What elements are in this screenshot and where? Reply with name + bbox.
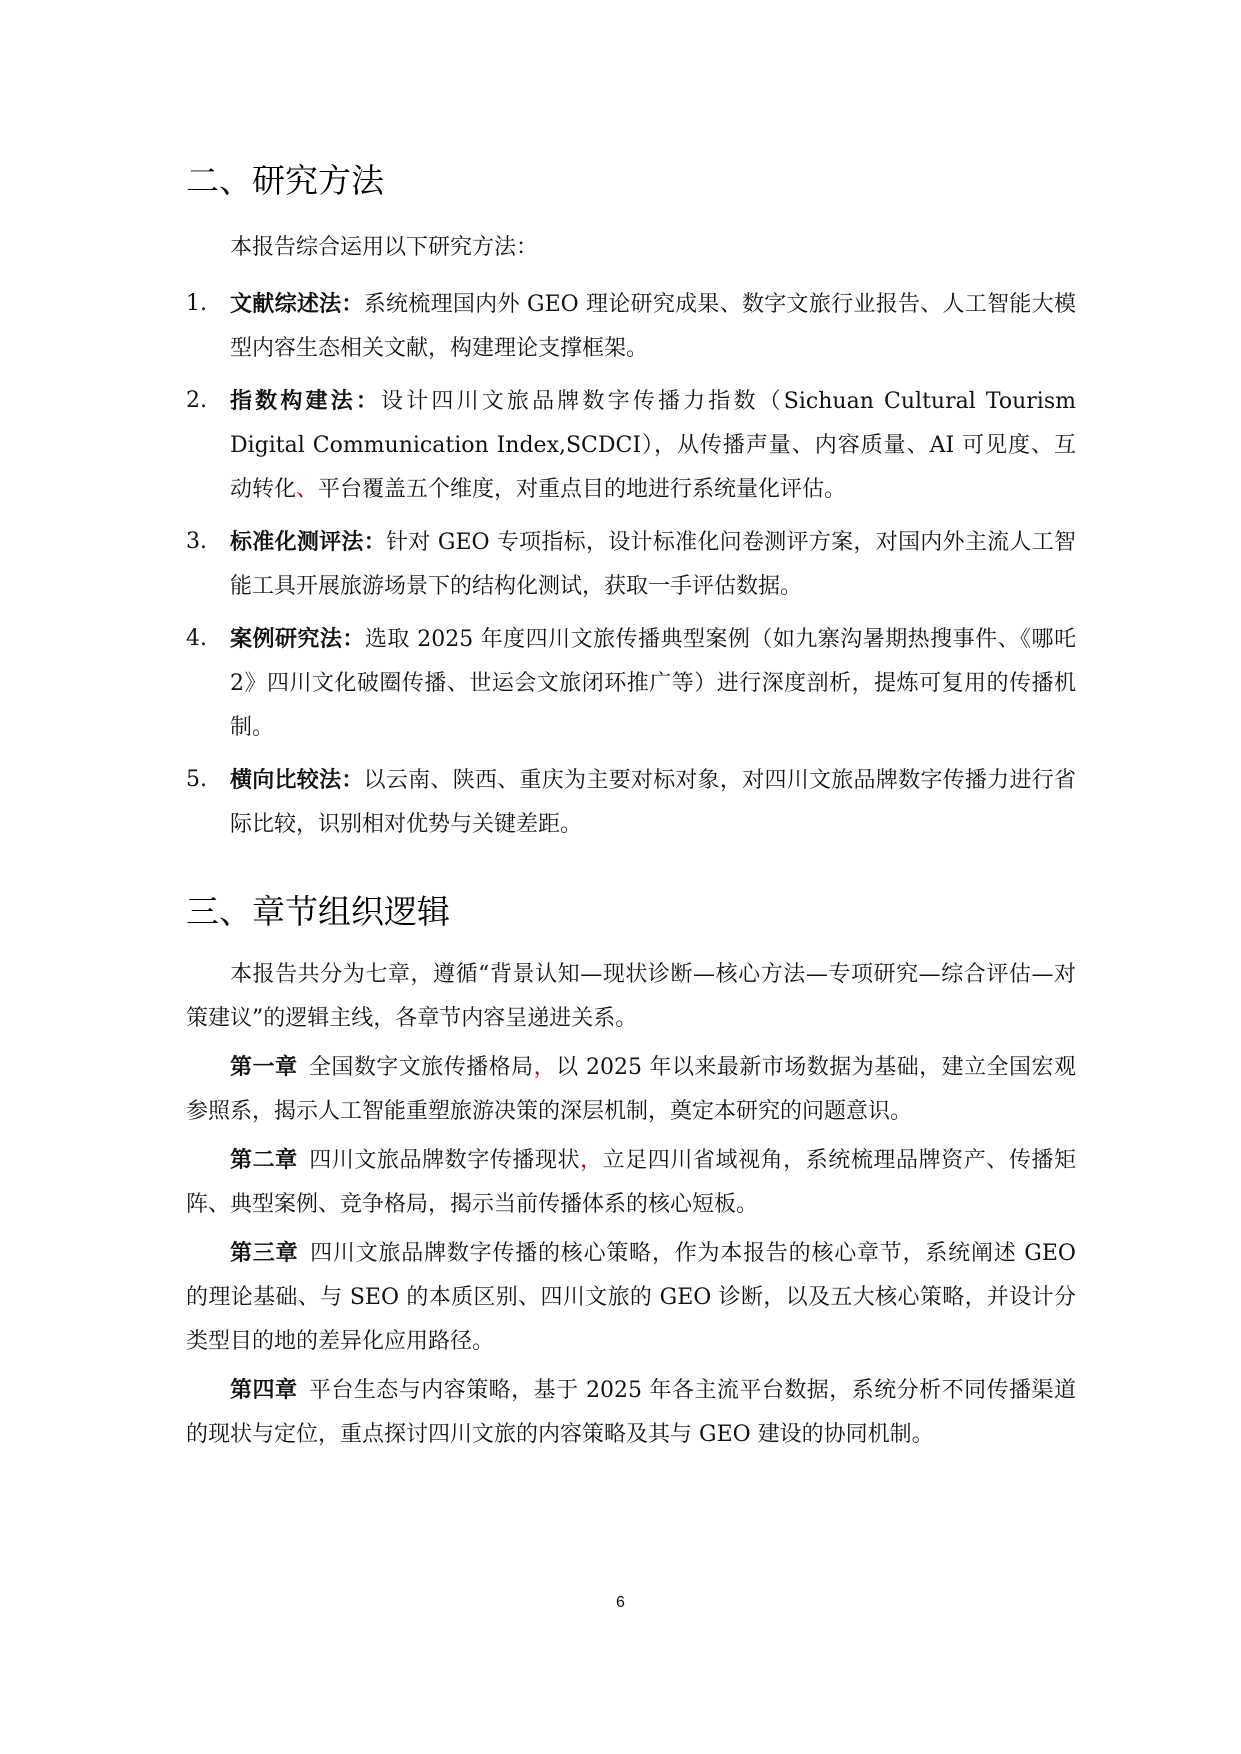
chapter-label: 第一章 xyxy=(230,1054,298,1080)
chapter-text: 立足四川省域视角，系统梳理品牌资产、传播矩阵、典型案例、竞争格局，揭示当前传播体系的核心短板。 xyxy=(186,1148,1076,1217)
chapter-summary-3 xyxy=(186,1231,1076,1364)
chapter-summary-1 xyxy=(186,1045,1076,1134)
list-number: 1. xyxy=(186,291,207,316)
list-number: 5. xyxy=(186,767,207,792)
method-title: 案例研究法： xyxy=(230,626,365,652)
method-item-horizontal-comparison xyxy=(186,758,1076,847)
method-text: 设计四川文旅品牌数字传播力指数（Sichuan Cultural Tourism Digital Communication Index,SCDCI），从传播声量、内容质量、AI 可见度、互动转化 xyxy=(230,389,1076,502)
method-item-standardized-evaluation xyxy=(186,520,1076,609)
page-number: 6 xyxy=(616,1594,625,1611)
chapter-text: 以 2025 年以来最新市场数据为基础，建立全国宏观参照系，揭示人工智能重塑旅游决策的深层机制，奠定本研究的问题意识。 xyxy=(186,1055,1076,1124)
red-punctuation-mark: ， xyxy=(533,1055,557,1080)
chapter-text: 基于 2025 年各主流平台数据，系统分析不同传播渠道的现状与定位，重点探讨四川文旅的内容策略及其与 GEO 建设的协同机制。 xyxy=(186,1378,1076,1447)
method-title: 标准化测评法： xyxy=(230,529,387,555)
research-methods-intro: 本报告综合运用以下研究方法： xyxy=(230,235,539,260)
research-methods-list xyxy=(186,282,1076,847)
chapter-text: 作为本报告的核心章节，系统阐述 GEO 的理论基础、与 SEO 的本质区别、四川文旅的 GEO 诊断，以及五大核心策略，并设计分类型目的地的差异化应用路径。 xyxy=(186,1241,1076,1354)
method-title: 横向比较法： xyxy=(230,767,364,793)
page-content xyxy=(186,160,1076,1461)
method-item-index-construction xyxy=(186,379,1076,512)
method-item-literature-review xyxy=(186,282,1076,371)
red-punctuation-mark: 、 xyxy=(296,477,319,502)
chapter-summary-4 xyxy=(186,1368,1076,1457)
chapter-title: 全国数字文旅传播格局 xyxy=(308,1055,534,1080)
chapter-label: 第二章 xyxy=(230,1147,298,1173)
method-text-continued: 平台覆盖五个维度，对重点目的地进行系统量化评估。 xyxy=(318,477,847,502)
list-number: 4. xyxy=(186,626,207,651)
method-title: 文献综述法： xyxy=(230,291,364,317)
chapter-label: 第三章 xyxy=(230,1240,299,1266)
chapter-summary-2 xyxy=(186,1138,1076,1227)
list-number: 2. xyxy=(186,388,207,413)
section-heading-research-methods: 二、研究方法 xyxy=(186,161,384,200)
method-title: 指数构建法： xyxy=(230,388,382,414)
method-text: 针对 GEO 专项指标，设计标准化问卷测评方案，对国内外主流人工智能工具开展旅游场景下的结构化测试，获取一手评估数据。 xyxy=(230,530,1076,599)
method-text: 以云南、陕西、重庆为主要对标对象，对四川文旅品牌数字传播力进行省际比较，识别相对优势与关键差距。 xyxy=(230,768,1076,837)
method-text: 系统梳理国内外 GEO 理论研究成果、数字文旅行业报告、人工智能大模型内容生态相关文献，构建理论支撑框架。 xyxy=(230,292,1076,361)
list-number: 3. xyxy=(186,529,207,554)
chapter-organization-intro: 本报告共分为七章，遵循“背景认知—现状诊断—核心方法—专项研究—综合评估—对策建议”的逻辑主线，各章节内容呈递进关系。 xyxy=(186,962,1076,1031)
red-punctuation-mark: ， xyxy=(580,1148,603,1173)
method-item-case-study xyxy=(186,617,1076,750)
chapter-title: 四川文旅品牌数字传播的核心策略 xyxy=(309,1241,652,1266)
chapter-punctuation-mark: ， xyxy=(511,1378,534,1403)
section-heading-chapter-organization: 三、章节组织逻辑 xyxy=(186,892,450,931)
chapter-punctuation-mark: ， xyxy=(651,1241,675,1266)
chapter-label: 第四章 xyxy=(230,1377,298,1403)
chapter-title: 平台生态与内容策略 xyxy=(308,1378,512,1403)
method-text: 选取 2025 年度四川文旅传播典型案例（如九寨沟暑期热搜事件、《哪吒 2》四川文化破圈传播、世运会文旅闭环推广等）进行深度剖析，提炼可复用的传播机制。 xyxy=(230,627,1076,740)
chapter-title: 四川文旅品牌数字传播现状 xyxy=(308,1148,581,1173)
